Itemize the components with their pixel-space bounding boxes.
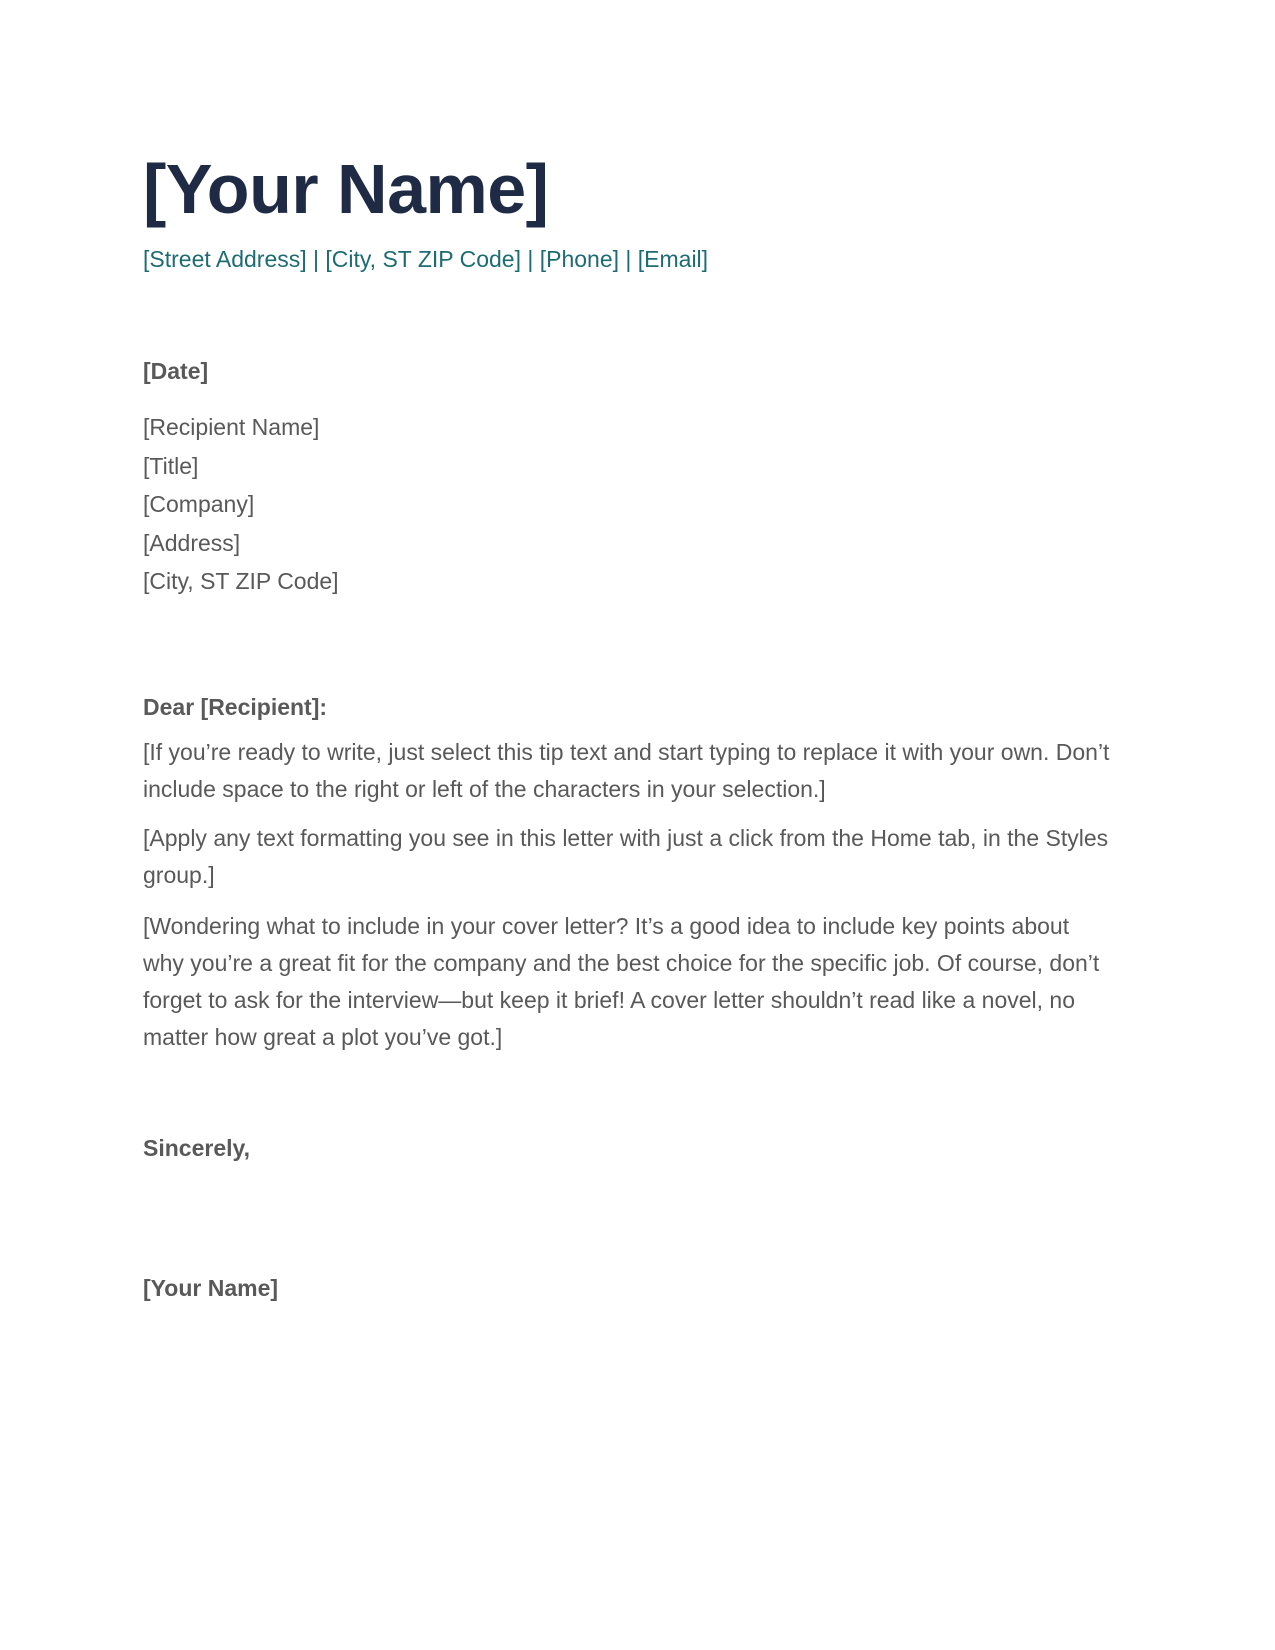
sender-contact-line: [Street Address] | [City, ST ZIP Code] | [Phone] | [Email] — [143, 246, 709, 272]
body-paragraph-1: [If you’re ready to write, just select this tip text and start typing to replace it with your own. Don’t include space to the right or left of the characters in your selection.] — [143, 738, 1110, 802]
salutation-line: Dear [Recipient]: — [143, 693, 328, 720]
recipient-company-line: [Company] — [143, 491, 255, 517]
body-paragraph-3: [Wondering what to include in your cover letter? It’s a good idea to include key points about why you’re a great fit for the company and the best choice for the specific job. Of course, don’t forget to ask for the interview—but keep it brief! A cover letter shouldn’t read like a novel, no matter how great a plot you’ve got.] — [143, 912, 1100, 1050]
closing-line: Sincerely, — [143, 1134, 250, 1161]
signature-name-line: [Your Name] — [143, 1274, 279, 1301]
recipient-address-block — [143, 408, 1110, 601]
recipient-title-line: [Title] — [143, 452, 199, 479]
date-line: [Date] — [143, 358, 209, 384]
recipient-address-line: [Address] — [143, 529, 241, 556]
sender-name-heading: [Your Name] — [143, 150, 549, 228]
body-paragraph-2: [Apply any text formatting you see in this letter with just a click from the Home tab, in the Styles group.] — [143, 824, 1109, 888]
recipient-name-line: [Recipient Name] — [143, 414, 320, 440]
recipient-city-line: [City, ST ZIP Code] — [143, 568, 339, 594]
